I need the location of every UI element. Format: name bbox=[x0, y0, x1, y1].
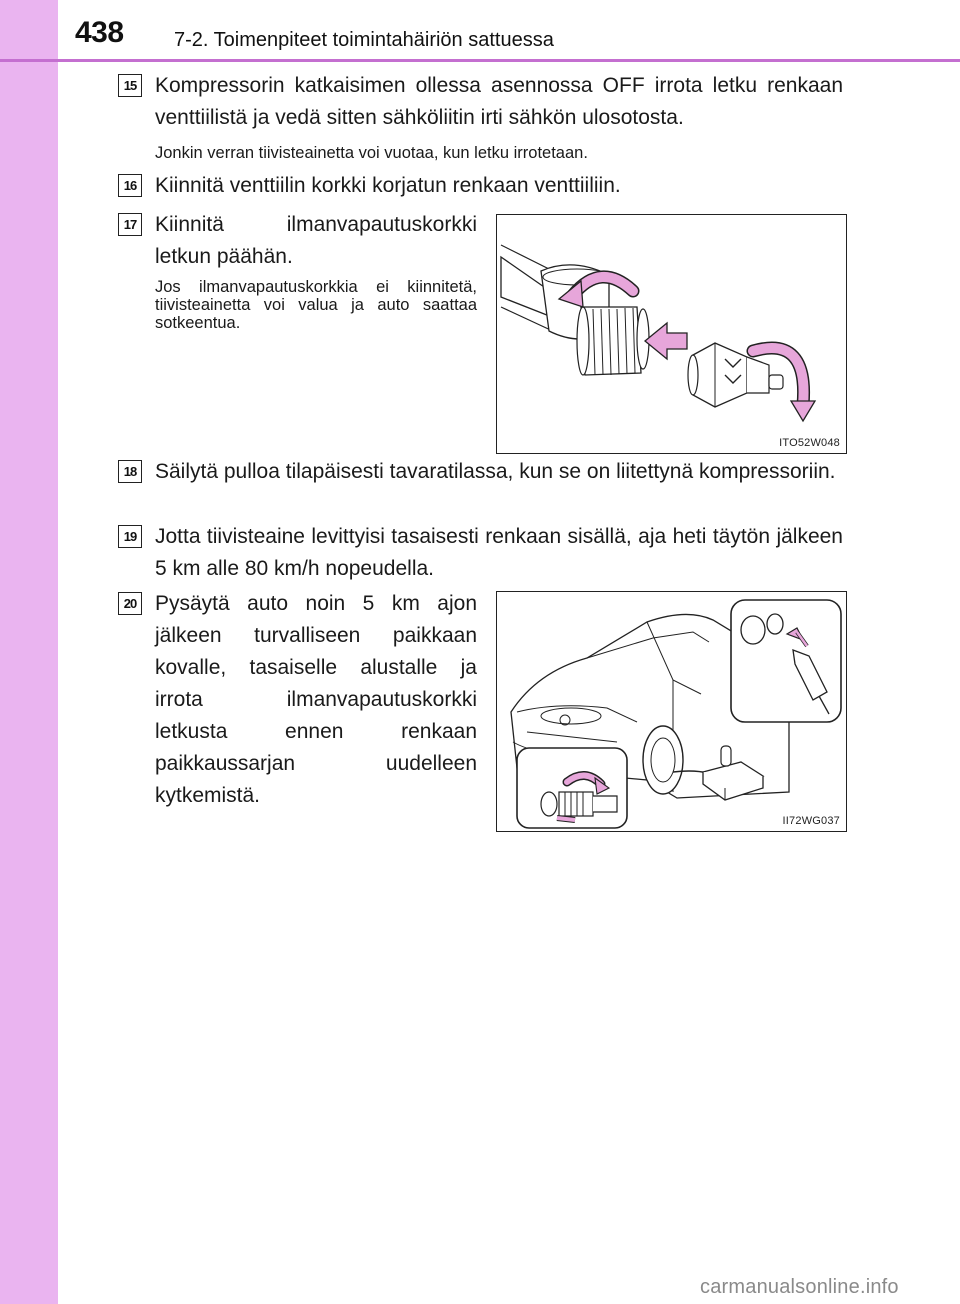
step-20-text: Pysäytä auto noin 5 km ajon jälkeen turvalliseen paikkaan kovalle, tasaiselle alustalle ja irrota ilmanvapautuskorkki letkusta ennen renkaan paikkaussarjan uudelleen kytkemistä. bbox=[155, 592, 477, 807]
figure-code-ito52w048: ITO52W048 bbox=[779, 437, 840, 449]
step-17-text: Kiinnitä ilmanvapautuskorkki letkun päähän. bbox=[155, 213, 477, 268]
car-kit-illustration bbox=[497, 592, 846, 831]
step-16-text: Kiinnitä venttiilin korkki korjatun renkaan venttiiliin. bbox=[155, 174, 621, 197]
step-number-20: 20 bbox=[118, 592, 142, 615]
header-rule bbox=[0, 59, 960, 62]
page-number: 438 bbox=[75, 16, 124, 49]
step-19-text: Jotta tiivisteaine levittyisi tasaisesti renkaan sisällä, aja heti täytön jälkeen 5 km alle 80 km/h nopeudella. bbox=[155, 525, 843, 580]
step-15-text: Kompressorin katkaisimen ollessa asennossa OFF irrota letku renkaan venttiilistä ja vedä sitten sähköliitin irti sähkön ulosotosta. bbox=[155, 74, 843, 129]
section-title: 7-2. Toimenpiteet toimintahäiriön sattuessa bbox=[174, 29, 554, 51]
hose-cap-illustration bbox=[497, 215, 846, 453]
step-15-note: Jonkin verran tiivisteainetta voi vuotaa, kun letku irrotetaan. bbox=[155, 144, 588, 162]
step-18-text: Säilytä pulloa tilapäisesti tavaratilassa, kun se on liitettynä kompressoriin. bbox=[155, 460, 836, 483]
step-number-15: 15 bbox=[118, 74, 142, 97]
step-number-16: 16 bbox=[118, 174, 142, 197]
side-tab-band bbox=[0, 0, 58, 1304]
figure-car-repair-kit bbox=[496, 591, 847, 832]
watermark-link[interactable]: carmanualsonline.info bbox=[700, 1276, 899, 1298]
figure-code-ii72wg037: II72WG037 bbox=[782, 815, 840, 827]
step-number-17: 17 bbox=[118, 213, 142, 236]
figure-air-release-cap bbox=[496, 214, 847, 454]
step-number-18: 18 bbox=[118, 460, 142, 483]
step-17-note: Jos ilmanvapautuskorkkia ei kiinnitetä, tiivisteainetta voi valua ja auto saattaa sotkeentua. bbox=[155, 278, 477, 332]
step-number-19: 19 bbox=[118, 525, 142, 548]
